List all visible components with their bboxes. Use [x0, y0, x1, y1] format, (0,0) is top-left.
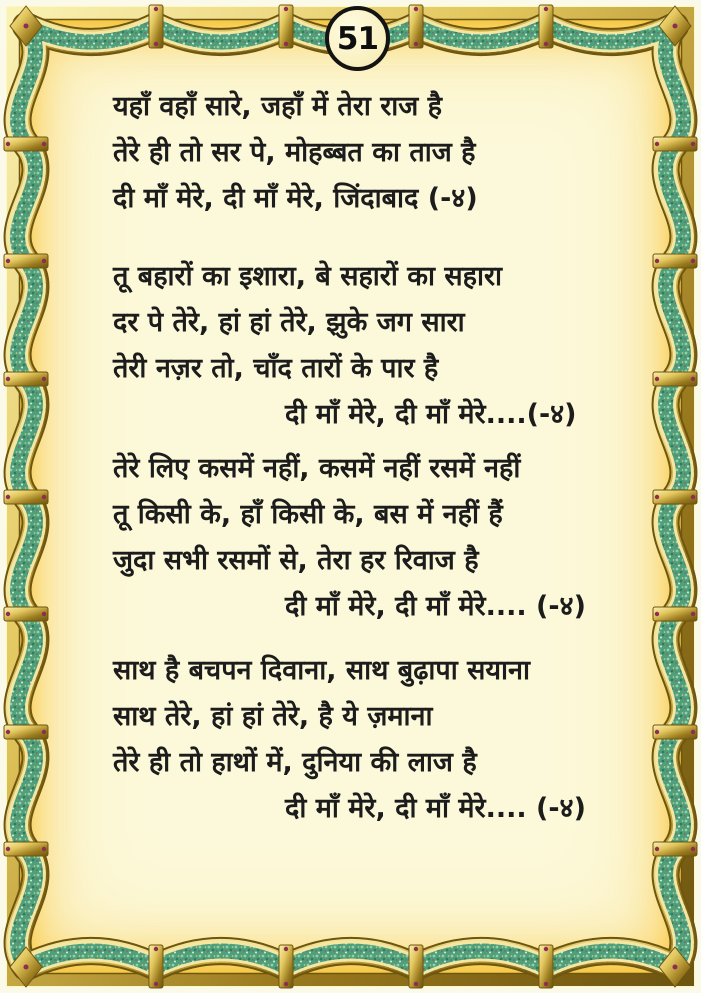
lyric-line: दर पे तेरे, हां हां तेरे, झुके जग सारा: [113, 307, 465, 338]
stanza-1: [113, 84, 478, 222]
lyric-line: तू बहारों का इशारा, बे सहारों का सहारा: [113, 261, 502, 292]
stanza-4: [113, 648, 586, 832]
lyric-line: दी माँ मेरे, दी माँ मेरे, जिंदाबाद (-४): [113, 183, 478, 214]
lyric-line: तेरे ही तो हाथों में, दुनिया की लाज है: [113, 747, 477, 778]
lyric-line: तेरी नज़र तो, चाँद तारों के पार है: [113, 353, 439, 384]
page-number: 51: [336, 20, 379, 57]
refrain-line: दी माँ मेरे, दी माँ मेरे.... (-४): [285, 591, 586, 622]
lyric-line: साथ तेरे, हां हां तेरे, है ये ज़माना: [113, 701, 433, 732]
stanza-3: [113, 446, 586, 630]
lyric-line: जुदा सभी रसमों से, तेरा हर रिवाज है: [113, 545, 479, 576]
lyric-line: साथ है बचपन दिवाना, साथ बुढ़ापा सयाना: [113, 655, 531, 686]
lyric-line: तेरे ही तो सर पे, मोहब्बत का ताज है: [113, 137, 476, 168]
refrain-line: दी माँ मेरे, दी माँ मेरे....(-४): [285, 399, 577, 430]
lyric-line: तेरे लिए कसमें नहीं, कसमें नहीं रसमें नहीं: [113, 453, 521, 484]
stanza-2: [113, 254, 577, 438]
page-number-badge: [325, 6, 390, 71]
refrain-line: दी माँ मेरे, दी माँ मेरे.... (-४): [285, 793, 586, 824]
lyric-line: तू किसी के, हाँ किसी के, बस में नहीं हैं: [113, 499, 503, 530]
lyric-line: यहाँ वहाँ सारे, जहाँ में तेरा राज है: [113, 91, 443, 122]
